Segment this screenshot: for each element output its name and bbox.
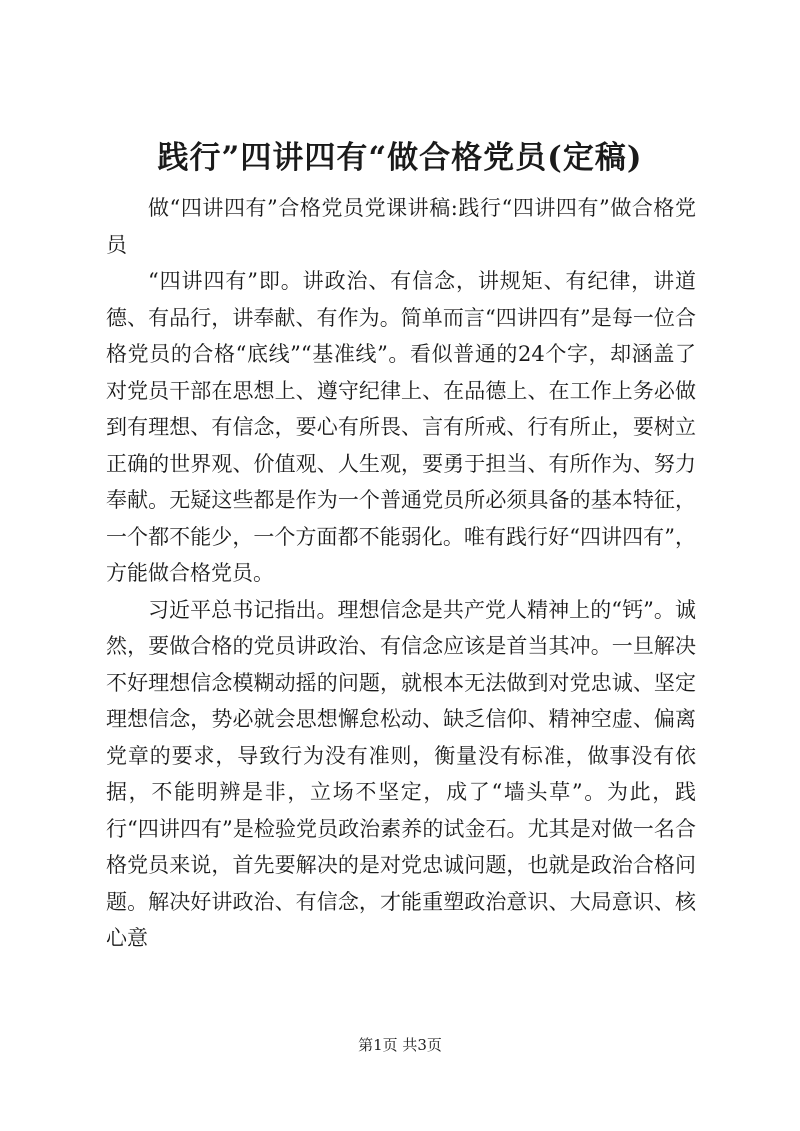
document-title: 践行”四讲四有“做合格党员(定稿) [157, 140, 643, 176]
document-body [106, 190, 696, 957]
paragraph-1: 做“四讲四有”合格党员党课讲稿:践行“四讲四有”做合格党员 [106, 196, 696, 257]
page-footer: 第1页 共3页 [358, 1036, 442, 1054]
paragraph-2: “四讲四有”即。讲政治、有信念，讲规矩、有纪律，讲道德、有品行，讲奉献、有作为。简单而言“四讲四有”是每一位合格党员的合格“底线”“基准线”。看似普通的24个字，却涵盖了对党员干部在思想上、遵守纪律上、在品德上、在工作上务必做到有理想、有信念，要心有所畏、言有所戒、行有所止，要树立正确的世界观、价值观、人生观，要勇于担当、有所作为、努力奉献。无疑这些都是作为一个普通党员所必须具备的基本特征，一个都不能少，一个方面都不能弱化。唯有践行好“四讲四有”，方能做合格党员。 [106, 269, 696, 585]
paragraph-3: 习近平总书记指出。理想信念是共产党人精神上的“钙”。诚然，要做合格的党员讲政治、有信念应该是首当其冲。一旦解决不好理想信念模糊动摇的问题，就根本无法做到对党忠诚、坚定理想信念，势必就会思想懈怠松动、缺乏信仰、精神空虚、偏离党章的要求，导致行为没有准则，衡量没有标准，做事没有依据，不能明辨是非，立场不坚定，成了“墙头草”。为此，践行“四讲四有”是检验党员政治素养的试金石。尤其是对做一名合格党员来说，首先要解决的是对党忠诚问题，也就是政治合格问题。解决好讲政治、有信念，才能重塑政治意识、大局意识、核心意 [106, 597, 696, 950]
